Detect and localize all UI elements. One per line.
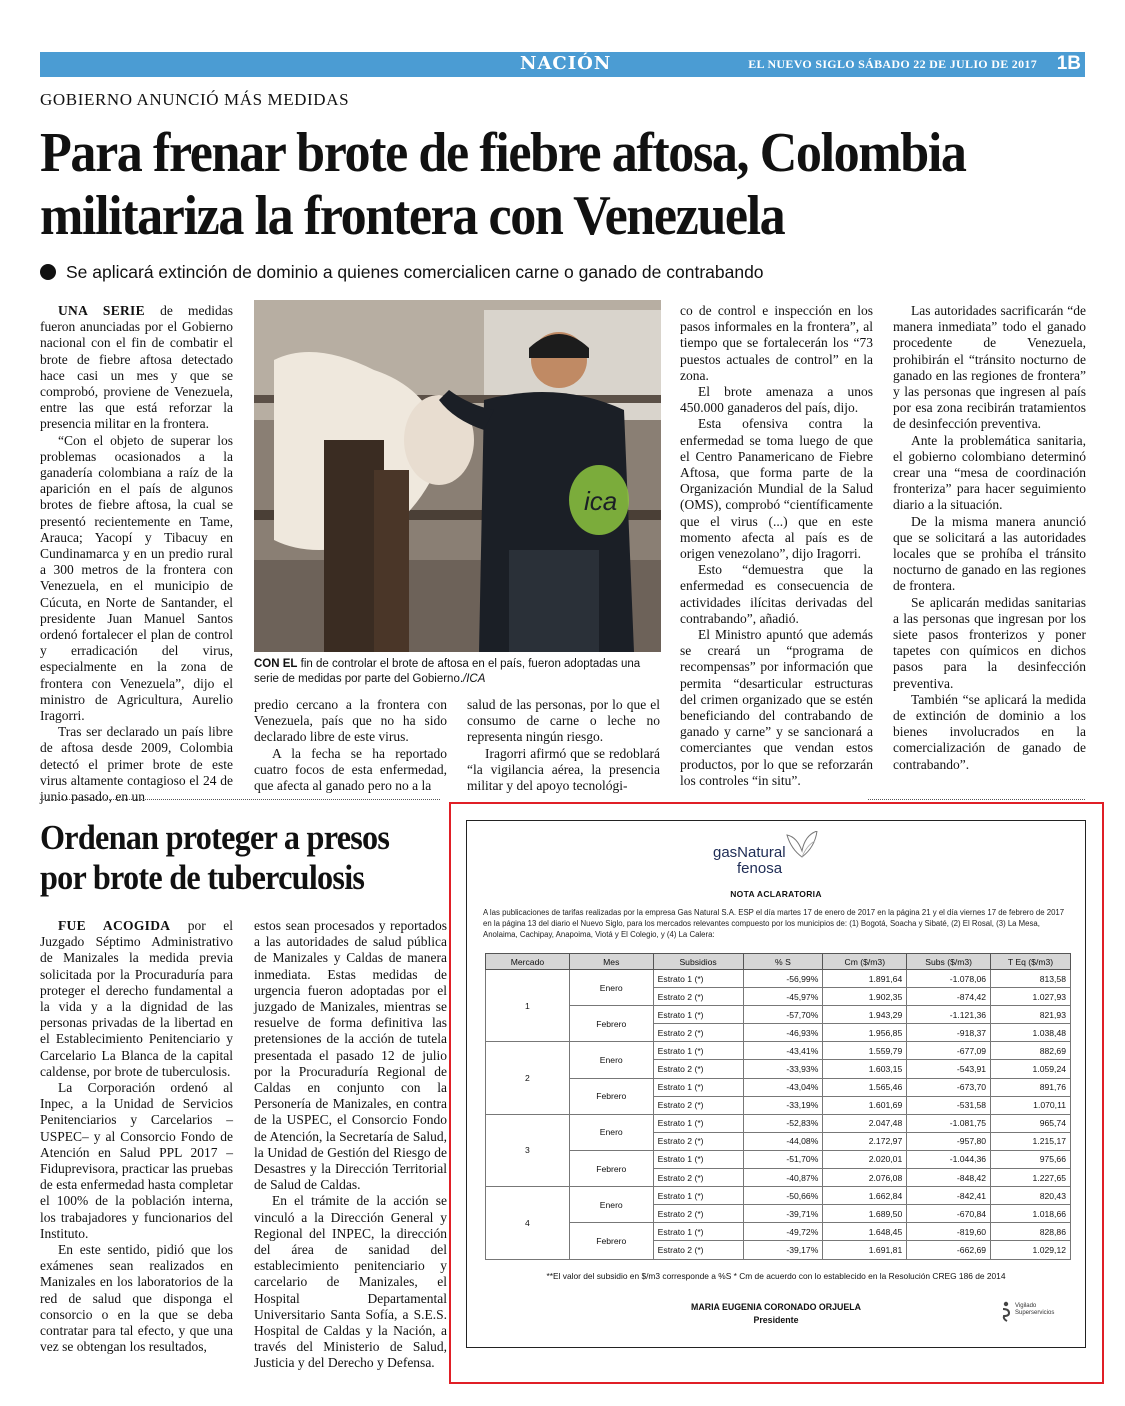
value-cell: 1.565,46 bbox=[823, 1078, 907, 1096]
value-cell: 1.956,85 bbox=[823, 1024, 907, 1042]
paragraph: Tras ser declarado un país libre de aftosa desde 2009, Colombia detectó el primer brote de este virus altamente contagioso el 24 de junio pasado, en un bbox=[40, 724, 233, 805]
mes-cell: Enero bbox=[569, 1114, 653, 1150]
value-cell: -662,69 bbox=[907, 1241, 991, 1259]
paragraph: Esta ofensiva contra la enfermedad se toma luego de que el Centro Panamericano de Fiebre Aftosa, que forma parte de la Organización Mundial de la Salud (OMS), comprobó “científicamente que el virus (...) que en este momento afecta al país es de origen venezolano”, dijo Iragorri. bbox=[680, 416, 873, 562]
value-cell: -57,70% bbox=[743, 1006, 823, 1024]
value-cell: 1.943,29 bbox=[823, 1006, 907, 1024]
value-cell: -670,84 bbox=[907, 1205, 991, 1223]
section-name: NACIÓN bbox=[520, 53, 612, 74]
column-header: Mes bbox=[569, 954, 653, 970]
headline-line-1: Para frenar brote de fiebre aftosa, Colombia bbox=[40, 122, 966, 184]
vigilado-superservicios-seal bbox=[1015, 1303, 1054, 1317]
page-header-bar bbox=[40, 52, 1085, 77]
column-header: % S bbox=[743, 954, 823, 970]
value-cell: -957,80 bbox=[907, 1132, 991, 1150]
value-cell: 1.070,11 bbox=[991, 1096, 1071, 1114]
signature-block bbox=[467, 1301, 1085, 1327]
paragraph: El Ministro apuntó que además se creará un “programa de recompensas” por información que permita “desarticular estructuras del crimen organizado que se estén beneficiando del contrabando de ganado y carne” y se sancionará a comerciantes que vendan estos productos, por lo que se reforzarán los controles “in situ”. bbox=[680, 627, 873, 788]
gas-natural-fenosa-logo bbox=[713, 845, 786, 877]
mes-cell: Febrero bbox=[569, 1150, 653, 1186]
cattle-inspection-photo bbox=[254, 300, 661, 652]
paragraph: por el Juzgado Séptimo Administrativo de Manizales la medida previa solicitada por la Procuraduría para proteger el derecho fundamental a la vida y a la dignidad de las personas privadas de la libertad en el Establecimiento Penitenciario y Carcelario La Blanca de la capital caldense, por brote de tuberculosis. bbox=[40, 918, 233, 1079]
value-cell: -1.078,06 bbox=[907, 970, 991, 988]
value-cell: -848,42 bbox=[907, 1169, 991, 1187]
value-cell: -531,58 bbox=[907, 1096, 991, 1114]
subsidio-cell: Estrato 1 (*) bbox=[653, 1078, 743, 1096]
value-cell: 820,43 bbox=[991, 1187, 1071, 1205]
value-cell: 1.902,35 bbox=[823, 988, 907, 1006]
article2-column-1 bbox=[40, 918, 233, 1355]
vigilado-label: Vigilado bbox=[1015, 1303, 1037, 1309]
value-cell: 882,69 bbox=[991, 1042, 1071, 1060]
subsidio-cell: Estrato 1 (*) bbox=[653, 1006, 743, 1024]
notice-title: NOTA ACLARATORIA bbox=[730, 889, 822, 899]
paragraph: El brote amenaza a unos 450.000 ganaderos del país, dijo. bbox=[680, 384, 873, 416]
value-cell: 1.029,12 bbox=[991, 1241, 1071, 1259]
mes-cell: Enero bbox=[569, 970, 653, 1006]
superservicios-label: Superservicios bbox=[1015, 1310, 1055, 1316]
paragraph: En el trámite de la acción se vinculó a la Dirección General y Regional del INPEC, la dirección del área de sanidad del establecimiento penitenciario y carcelario de Manizales, el Hospital Departamental Universitario Santa Sofía, a S.E.S. Hospital de Caldas y la Nación, a través del Ministerio de Salud, Justicia y del Derecho y Defensa. bbox=[254, 1193, 447, 1371]
value-cell: -39,17% bbox=[743, 1241, 823, 1259]
article1-column-1 bbox=[40, 303, 233, 805]
paragraph: Se aplicarán medidas sanitarias a las personas que ingresan por los siete pasos fronterizos y poner tapetes con químicos en dichos pasos para la desinfección preventiva. bbox=[893, 594, 1086, 691]
section-divider bbox=[40, 799, 440, 800]
subsidio-cell: Estrato 1 (*) bbox=[653, 970, 743, 988]
lead-in: FUE ACOGIDA bbox=[58, 918, 171, 933]
photo-caption bbox=[254, 657, 661, 687]
value-cell: -56,99% bbox=[743, 970, 823, 988]
paragraph: También “se aplicará la medida de extinción de dominio a los bienes involucrados en la comercialización de ganado de contrabando”. bbox=[893, 691, 1086, 772]
gas-natural-notice bbox=[466, 820, 1086, 1348]
headline-line-2: militariza la frontera con Venezuela bbox=[40, 185, 785, 247]
paragraph: co de control e inspección en los pasos informales en la frontera”, al tiempo que se fortalecerán los “73 puestos actuales de control” en la zona. bbox=[680, 303, 873, 383]
value-cell: -677,09 bbox=[907, 1042, 991, 1060]
subsidio-cell: Estrato 1 (*) bbox=[653, 1042, 743, 1060]
value-cell: 1.648,45 bbox=[823, 1223, 907, 1241]
paragraph: de medidas fueron anunciadas por el Gobierno nacional con el fin de combatir el brote de fiebre aftosa detectado hace casi un mes y que se comprobó, proviene de Venezuela, entre las que está reforzar la presencia militar en la frontera. bbox=[40, 303, 233, 432]
subsidio-cell: Estrato 2 (*) bbox=[653, 1096, 743, 1114]
value-cell: 2.020,01 bbox=[823, 1150, 907, 1168]
column-header: Subsidios bbox=[653, 954, 743, 970]
value-cell: -33,19% bbox=[743, 1096, 823, 1114]
value-cell: -819,60 bbox=[907, 1223, 991, 1241]
table-row bbox=[486, 1223, 1071, 1241]
value-cell: 821,93 bbox=[991, 1006, 1071, 1024]
headline-line-1: Ordenan proteger a presos bbox=[40, 818, 390, 857]
value-cell: -44,08% bbox=[743, 1132, 823, 1150]
table-row bbox=[486, 1114, 1071, 1132]
value-cell: -874,42 bbox=[907, 988, 991, 1006]
value-cell: 828,86 bbox=[991, 1223, 1071, 1241]
value-cell: -50,66% bbox=[743, 1187, 823, 1205]
column-header: Mercado bbox=[486, 954, 570, 970]
table-row bbox=[486, 1006, 1071, 1024]
paragraph: “Con el objeto de superar los problemas ocasionados a la ganadería colombiana a raíz de la aparición en el país de algunos brotes de fiebre aftosa, la cual se presentó recientemente en Tame, Arauca; Yacopí y Tibacuy en Cundinamarca y en un predio rural a 300 metros de la frontera con Venezuela, en el municipio de Cúcuta, en Norte de Santander, el presidente Juan Manuel Santos ordenó fortalecer el plan de control y erradicación del virus, especialmente en la zona de frontera con Venezuela”, dijo el ministro de Agricultura, Aurelio Iragorri. bbox=[40, 432, 233, 724]
value-cell: -543,91 bbox=[907, 1060, 991, 1078]
tariff-table bbox=[485, 953, 1071, 1260]
subsidio-cell: Estrato 2 (*) bbox=[653, 1169, 743, 1187]
butterfly-icon bbox=[785, 831, 819, 859]
caption-lead: CON EL bbox=[254, 658, 298, 670]
value-cell: -45,97% bbox=[743, 988, 823, 1006]
mes-cell: Enero bbox=[569, 1042, 653, 1078]
notice-intro: A las publicaciones de tarifas realizadas por la empresa Gas Natural S.A. ESP el día martes 17 de enero de 2017 en la página 21 y el día viernes 17 de febrero de 2017 en la página 13 del diario el Nuevo Siglo, para los mercados relevantes compuesto por los municipios de: (1) Bogotá, Soacha y Sibaté, (2) El Rosal, (3) La Mesa, Anolaima, Cachipay, Anapoima, Viotá y El Colegio, y (4) La Calera: bbox=[483, 908, 1065, 939]
value-cell: 1.038,48 bbox=[991, 1024, 1071, 1042]
value-cell: 2.076,08 bbox=[823, 1169, 907, 1187]
column-header: Cm ($/m3) bbox=[823, 954, 907, 970]
table-header-row bbox=[486, 954, 1071, 970]
value-cell: 1.559,79 bbox=[823, 1042, 907, 1060]
column-header: Subs ($/m3) bbox=[907, 954, 991, 970]
dateline: EL NUEVO SIGLO SÁBADO 22 DE JULIO DE 2017 bbox=[748, 57, 1037, 71]
headline-line-2: por brote de tuberculosis bbox=[40, 858, 365, 897]
subsidy-footnote: **El valor del subsidio en $/m3 corresponde a %S * Cm de acuerdo con lo establecido en la Resolución CREG 186 de 2014 bbox=[546, 1271, 1006, 1281]
deck-text: Se aplicará extinción de dominio a quienes comercialicen carne o ganado de contrabando bbox=[66, 262, 764, 282]
paragraph: predio cercano a la frontera con Venezuela, país que no ha sido declarado libre de este virus. bbox=[254, 697, 447, 745]
value-cell: 1.662,84 bbox=[823, 1187, 907, 1205]
page-number: 1B bbox=[1056, 53, 1081, 74]
table-row bbox=[486, 1042, 1071, 1060]
lead-in: UNA SERIE bbox=[58, 303, 145, 318]
paragraph: De la misma manera anunció que se solicitará a las autoridades locales que se prohíba el tránsito nocturno de ganado en las regiones de frontera. bbox=[893, 513, 1086, 594]
value-cell: -918,37 bbox=[907, 1024, 991, 1042]
value-cell: 1.689,50 bbox=[823, 1205, 907, 1223]
value-cell: 1.691,81 bbox=[823, 1241, 907, 1259]
subsidio-cell: Estrato 1 (*) bbox=[653, 1114, 743, 1132]
value-cell: -52,83% bbox=[743, 1114, 823, 1132]
value-cell: -33,93% bbox=[743, 1060, 823, 1078]
mercado-cell: 1 bbox=[486, 970, 570, 1042]
signer-name: MARIA EUGENIA CORONADO ORJUELA bbox=[691, 1302, 861, 1312]
value-cell: -49,72% bbox=[743, 1223, 823, 1241]
paragraph: estos sean procesados y reportados a las autoridades de salud pública de Manizales y Caldas de manera inmediata. Estas medidas de urgencia fueron adoptadas por el juzgado de Manizales, mientras se resuelve de forma definitiva las pretensiones de la acción de tutela presentada el pasado 12 de julio por la Procuraduría Regional de Caldas en conjunto con la Personería de Manizales, en contra de la USPEC, el Consorcio Fondo de Atención, la Secretaría de Salud, la Unidad de Gestión del Riesgo de Desastres y la Dirección Territorial de Salud de Caldas. bbox=[254, 918, 447, 1193]
value-cell: 2.047,48 bbox=[823, 1114, 907, 1132]
value-cell: 965,74 bbox=[991, 1114, 1071, 1132]
mes-cell: Febrero bbox=[569, 1223, 653, 1259]
paragraph: Esto “demuestra que la enfermedad es consecuencia de actividades ilícitas derivadas del contrabando”, añadió. bbox=[680, 562, 873, 626]
paragraph: Las autoridades sacrificarán “de manera inmediata” todo el ganado procedente de Venezuela, prohibirán el “tránsito nocturno de ganado en las regiones de frontera” y las personas que ingresen al país por esa zona recibirán tratamientos de desinfección preventiva. bbox=[893, 303, 1086, 432]
mes-cell: Enero bbox=[569, 1187, 653, 1223]
article2-headline bbox=[40, 818, 426, 898]
paragraph: Iragorri afirmó que se redoblará “la vigilancia aérea, la presencia militar y del apoyo tecnológi- bbox=[467, 745, 660, 794]
value-cell: 1.601,69 bbox=[823, 1096, 907, 1114]
paragraph: A la fecha se ha reportado cuatro focos de esta enfermedad, que afecta al ganado pero no a la bbox=[254, 745, 447, 794]
mercado-cell: 2 bbox=[486, 1042, 570, 1114]
svg-text:ica: ica bbox=[584, 486, 618, 516]
value-cell: -1.044,36 bbox=[907, 1150, 991, 1168]
article-photo bbox=[254, 300, 661, 652]
value-cell: -1.121,36 bbox=[907, 1006, 991, 1024]
section-divider bbox=[868, 799, 1085, 800]
value-cell: -40,87% bbox=[743, 1169, 823, 1187]
subsidio-cell: Estrato 2 (*) bbox=[653, 1205, 743, 1223]
article2-column-2 bbox=[254, 918, 447, 1372]
value-cell: 1.215,17 bbox=[991, 1132, 1071, 1150]
logo-line-2: fenosa bbox=[737, 860, 783, 877]
article1-column-4 bbox=[680, 303, 873, 789]
signer-role: Presidente bbox=[753, 1315, 799, 1325]
article1-column-5 bbox=[893, 303, 1086, 773]
caption-text: fin de controlar el brote de aftosa en el país, fueron adoptadas una serie de medidas por parte del Gobierno. bbox=[254, 658, 641, 685]
subsidio-cell: Estrato 1 (*) bbox=[653, 1223, 743, 1241]
value-cell: 1.027,93 bbox=[991, 988, 1071, 1006]
table-row bbox=[486, 1150, 1071, 1168]
value-cell: -46,93% bbox=[743, 1024, 823, 1042]
subsidio-cell: Estrato 2 (*) bbox=[653, 988, 743, 1006]
value-cell: 813,58 bbox=[991, 970, 1071, 988]
paragraph: Ante la problemática sanitaria, el gobierno colombiano determinó crear una “mesa de coordinación fronteriza” para hacer seguimiento diario a la situación. bbox=[893, 432, 1086, 513]
mercado-cell: 3 bbox=[486, 1114, 570, 1186]
article1-headline bbox=[40, 122, 1026, 248]
logo-line-1: gasNatural bbox=[713, 844, 786, 861]
superservicios-icon bbox=[1001, 1301, 1011, 1323]
value-cell: 1.059,24 bbox=[991, 1060, 1071, 1078]
mes-cell: Febrero bbox=[569, 1006, 653, 1042]
paragraph: En este sentido, pidió que los exámenes sean realizados en Manizales en los laboratorios de la red de salud que disponga el consorcio o en la que se deba contratar para tal efecto, y que una vez se obtengan los resultados, bbox=[40, 1242, 233, 1355]
paragraph: La Corporación ordenó al Inpec, a la Unidad de Servicios Penitenciarios y Carcelarios –USPEC– y al Consorcio Fondo de Atención en Salud PPL 2017 – Fiduprevisora, practicar las pruebas de esta enfermedad hasta completar el 100% de la población interna, los trabajadores y funcionarios del Instituto. bbox=[40, 1080, 233, 1241]
mercado-cell: 4 bbox=[486, 1187, 570, 1259]
value-cell: 1.603,15 bbox=[823, 1060, 907, 1078]
table-row bbox=[486, 1078, 1071, 1096]
value-cell: -673,70 bbox=[907, 1078, 991, 1096]
subsidio-cell: Estrato 2 (*) bbox=[653, 1241, 743, 1259]
table-row bbox=[486, 970, 1071, 988]
subsidio-cell: Estrato 2 (*) bbox=[653, 1024, 743, 1042]
column-header: T Eq ($/m3) bbox=[991, 954, 1071, 970]
value-cell: 975,66 bbox=[991, 1150, 1071, 1168]
value-cell: 1.227,65 bbox=[991, 1169, 1071, 1187]
value-cell: -43,04% bbox=[743, 1078, 823, 1096]
article1-column-3 bbox=[467, 697, 660, 794]
mes-cell: Febrero bbox=[569, 1078, 653, 1114]
value-cell: 1.891,64 bbox=[823, 970, 907, 988]
article1-kicker: GOBIERNO ANUNCIÓ MÁS MEDIDAS bbox=[40, 90, 350, 109]
article1-deck bbox=[40, 262, 764, 283]
value-cell: -842,41 bbox=[907, 1187, 991, 1205]
article1-column-2 bbox=[254, 697, 447, 794]
paragraph: salud de las personas, por lo que el consumo de carne o leche no representa ningún riesgo. bbox=[467, 697, 660, 745]
bullet-icon bbox=[40, 264, 56, 280]
value-cell: 2.172,97 bbox=[823, 1132, 907, 1150]
value-cell: -39,71% bbox=[743, 1205, 823, 1223]
subsidio-cell: Estrato 1 (*) bbox=[653, 1187, 743, 1205]
value-cell: 1.018,66 bbox=[991, 1205, 1071, 1223]
value-cell: 891,76 bbox=[991, 1078, 1071, 1096]
value-cell: -51,70% bbox=[743, 1150, 823, 1168]
subsidio-cell: Estrato 2 (*) bbox=[653, 1060, 743, 1078]
table-row bbox=[486, 1187, 1071, 1205]
value-cell: -43,41% bbox=[743, 1042, 823, 1060]
subsidio-cell: Estrato 2 (*) bbox=[653, 1132, 743, 1150]
subsidio-cell: Estrato 1 (*) bbox=[653, 1150, 743, 1168]
caption-credit: /ICA bbox=[463, 673, 486, 685]
value-cell: -1.081,75 bbox=[907, 1114, 991, 1132]
